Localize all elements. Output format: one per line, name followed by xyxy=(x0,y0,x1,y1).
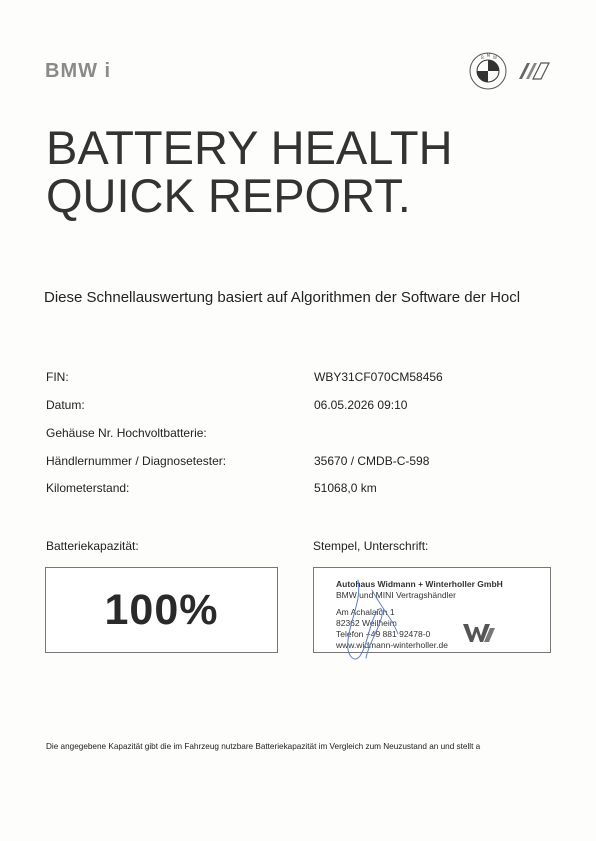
dealer-website: www.widmann-winterholler.de xyxy=(336,640,448,650)
datum-value: 06.05.2026 09:10 xyxy=(314,398,408,412)
footnote: Die angegebene Kapazität gibt die im Fahrzeug nutzbare Batteriekapazität im Vergleich zum Neuzustand an und stellt a xyxy=(46,742,481,751)
dealer-subtitle: BMW und MINI Vertragshändler xyxy=(336,590,456,600)
dealer-phone: Telefon +49 881 92478-0 xyxy=(336,629,431,639)
report-title xyxy=(46,121,453,222)
brand-wordmark: BMW i xyxy=(45,60,112,82)
intro-text: Diese Schnellauswertung basiert auf Algorithmen der Software der Hocl xyxy=(44,289,521,306)
dealer-city: 82362 Weilheim xyxy=(336,618,397,628)
haendler-value: 35670 / CMDB-C-598 xyxy=(314,454,430,468)
capacity-label: Batteriekapazität: xyxy=(46,539,139,553)
dealer-street: Am Achalaich 1 xyxy=(336,607,395,617)
stamp-label: Stempel, Unterschrift: xyxy=(313,539,429,553)
capacity-box xyxy=(45,567,278,653)
haendler-label: Händlernummer / Diagnosetester: xyxy=(46,454,227,468)
fin-label: FIN: xyxy=(46,370,69,384)
bmw-roundel-logo xyxy=(469,52,507,90)
kilometer-value: 51068,0 km xyxy=(314,481,377,495)
svg-text:B: B xyxy=(481,55,484,60)
kilometer-label: Kilometerstand: xyxy=(46,481,130,495)
dealer-w-logo-icon xyxy=(462,622,496,644)
fin-value: WBY31CF070CM58456 xyxy=(314,370,443,384)
bmw-i-logo xyxy=(517,61,551,81)
report-title-line2: QUICK REPORT. xyxy=(46,169,411,222)
dealer-stamp-box xyxy=(313,567,551,653)
svg-text:M: M xyxy=(486,53,491,58)
svg-text:W: W xyxy=(493,55,497,60)
gehaeuse-label: Gehäuse Nr. Hochvoltbatterie: xyxy=(46,426,207,440)
report-title-line1: BATTERY HEALTH xyxy=(46,121,453,174)
dealer-firm-name: Autohaus Widmann + Winterholler GmbH xyxy=(336,579,503,589)
capacity-value: 100% xyxy=(104,585,219,634)
datum-label: Datum: xyxy=(46,398,85,412)
